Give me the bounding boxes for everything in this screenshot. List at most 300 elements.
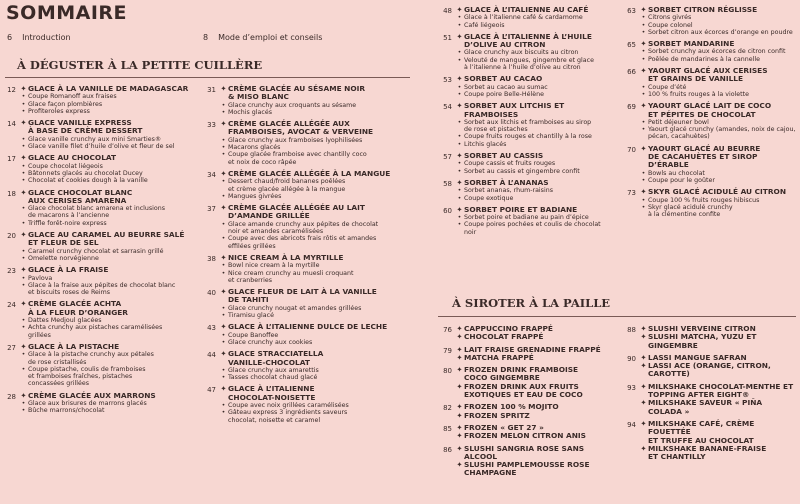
toc-entry[interactable] (438, 206, 610, 236)
entry-text: Bûche marrons/chocolat (28, 407, 105, 415)
toc-entry[interactable] (2, 392, 200, 415)
toc-entry[interactable] (202, 204, 412, 250)
toc-entry[interactable] (438, 102, 610, 148)
recipe-variant (639, 14, 798, 21)
entry-text: Tiramisu glacé (228, 312, 274, 320)
toc-column-5 (438, 325, 618, 482)
dot-bullet-icon: • (457, 160, 462, 168)
entry-text: Bowls au chocolat (648, 169, 705, 177)
entry-text: Glace façon plombières (28, 100, 103, 108)
entry-text: 100 % fruits rouges à la violette (648, 90, 749, 98)
entry-text: ET TRUFFE AU CHOCOLAT (648, 435, 754, 445)
star-bullet-icon: ✦ (456, 151, 463, 161)
recipe-title (455, 102, 610, 119)
entry-text: AUX CERISES AMARENA (28, 195, 127, 205)
entry-text: Glace à l’italienne café & cardamome (464, 14, 583, 22)
toc-entry[interactable] (2, 231, 200, 262)
toc-entry[interactable] (622, 102, 798, 140)
entry-text: Glace vanille crunchy aux mini Smarties® (28, 135, 162, 143)
entry-text: et cranberries (228, 276, 273, 284)
page-number: 66 (627, 68, 636, 77)
page-number: 53 (443, 76, 452, 85)
entry-text: Coupe pistache, coulis de framboises (28, 365, 146, 373)
recipe-variant (219, 332, 412, 339)
toc-entry[interactable] (438, 325, 618, 342)
entry-text: Coupe d’été (648, 83, 687, 91)
recipe-title (219, 359, 412, 367)
dot-bullet-icon: • (221, 136, 226, 144)
recipe-title (19, 239, 200, 247)
dot-bullet-icon: • (221, 235, 226, 243)
toc-entry[interactable] (622, 67, 798, 98)
entry-text: LASSI ACE (ORANGE, CITRON, (648, 361, 771, 371)
entry-text: GLACE CHOCOLAT BLANC (28, 187, 133, 197)
page-number: 48 (443, 7, 452, 15)
entry-text: Mangues givrées (228, 192, 282, 200)
entry-text: FROZEN 100 % MOJITO (464, 402, 559, 412)
toc-entry[interactable] (622, 354, 798, 379)
recipe-variant (639, 56, 798, 63)
entry-body (219, 120, 412, 166)
page-number: 18 (7, 189, 16, 198)
entry-text: Coupe chocolat liégeois (28, 162, 103, 170)
toc-entry[interactable] (622, 40, 798, 63)
dot-bullet-icon: • (21, 407, 26, 415)
entry-text: SORBET POIRE ET BADIANE (464, 204, 578, 214)
dot-bullet-icon: • (221, 374, 226, 382)
page-number: 37 (207, 205, 216, 214)
entry-body (19, 85, 200, 115)
entry-text: ET GRAINS DE VANILLE (648, 74, 744, 84)
toc-entry[interactable] (202, 170, 412, 200)
entry-text: MATCHA FRAPPÉ (464, 352, 534, 362)
toc-entry[interactable] (438, 445, 618, 478)
star-bullet-icon (639, 453, 648, 461)
entry-text: GLACE STRACCIATELLA (228, 349, 324, 359)
dot-bullet-icon: • (641, 55, 646, 63)
toc-entry[interactable] (622, 420, 798, 461)
recipe-variant (455, 221, 610, 236)
entry-text: Sorbet poire et badiane au pain d’épice (464, 214, 589, 222)
entry-body (455, 75, 610, 98)
entry-text: GLACE À L’ITALIENNE À L’HUILE (464, 31, 592, 41)
dot-bullet-icon: • (457, 167, 462, 175)
recipe-title (219, 323, 412, 331)
recipe-variant (19, 101, 200, 108)
entry-text: Bâtonnets glacés au chocolat Ducey (28, 169, 143, 177)
star-bullet-icon: ✦ (640, 187, 647, 197)
entry-text: MILKSHAKE SAVEUR « PIÑA COLADA » (648, 398, 763, 416)
entry-body (19, 343, 200, 388)
entry-body (455, 152, 610, 175)
page-number: 38 (207, 254, 216, 263)
toc-entry[interactable] (202, 254, 412, 284)
entry-text: Coupe avec noix grillées caramélisées (228, 401, 349, 409)
dot-bullet-icon: • (221, 312, 226, 320)
page-number: 40 (207, 289, 216, 298)
dot-bullet-icon: • (641, 169, 646, 177)
dot-bullet-icon: • (641, 203, 646, 211)
recipe-variant (639, 48, 798, 55)
intro-item[interactable] (7, 33, 71, 42)
intro-label: Mode d’emploi et conseils (218, 33, 323, 42)
entry-text: D’OLIVE AU CITRON (464, 40, 546, 50)
page-number: 33 (207, 121, 216, 130)
entry-text: Glace amande crunchy aux pépites de chocolat (228, 220, 379, 228)
entry-text: SLUSHI PAMPLEMOUSSE ROSE (464, 460, 590, 470)
recipe-variant (455, 84, 610, 91)
entry-text: FRAMBOISES, AVOCAT & VERVEINE (228, 127, 374, 137)
star-bullet-icon: ✦ (640, 143, 647, 153)
recipe-variant (639, 197, 798, 204)
entry-text: Macarons glacés (228, 144, 281, 152)
dot-bullet-icon: • (641, 83, 646, 91)
recipe-variant (455, 141, 610, 148)
page-number: 80 (443, 367, 452, 376)
toc-entry[interactable] (2, 189, 200, 227)
entry-body (455, 6, 610, 29)
recipe-title (19, 197, 200, 205)
page-number: 23 (7, 267, 16, 276)
recipe-variant (19, 163, 200, 170)
entry-text: TOPPING AFTER EIGHT® (648, 390, 750, 400)
dot-bullet-icon: • (221, 366, 226, 374)
recipe-variant (19, 93, 200, 100)
dot-bullet-icon: • (457, 56, 462, 64)
intro-item[interactable] (203, 33, 322, 42)
dot-bullet-icon: • (21, 143, 26, 151)
entry-body (639, 188, 798, 218)
star-bullet-icon: ✦ (220, 84, 227, 93)
entry-text: GLACE À LA PISTACHE (28, 341, 120, 351)
entry-text: et noix de coco râpée (228, 158, 297, 166)
entry-text: SORBET AU CASSIS (464, 151, 544, 161)
dot-bullet-icon (455, 64, 464, 71)
toc-entry[interactable] (438, 424, 618, 441)
entry-text: EXOTIQUES ET EAU DE COCO (464, 390, 583, 400)
toc-entry[interactable] (2, 85, 200, 115)
star-bullet-icon (19, 239, 28, 247)
recipe-title (455, 206, 610, 214)
toc-entry[interactable] (622, 188, 798, 218)
entry-text: CRÈME GLACÉE ACHTA (28, 299, 122, 309)
entry-text: SLUSHI VERVEINE CITRON (648, 324, 756, 333)
recipe-variant (639, 91, 798, 98)
recipe-variant (455, 64, 610, 71)
entry-text: Nice cream crunchy au muesli croquant (228, 269, 354, 277)
star-bullet-icon: ✦ (640, 5, 647, 14)
dot-bullet-icon: • (21, 351, 26, 359)
intro-page-number: 8 (203, 33, 209, 42)
entry-text: SORBET CITRON RÉGLISSE (648, 5, 758, 14)
toc-entry[interactable] (622, 383, 798, 416)
recipe-title (639, 453, 798, 461)
dot-bullet-icon: • (457, 14, 462, 22)
recipe-title (455, 469, 618, 477)
dot-bullet-icon: • (221, 269, 226, 277)
page-number: 20 (7, 232, 16, 241)
page-number: 28 (7, 392, 16, 401)
star-bullet-icon (639, 153, 648, 170)
recipe-title (639, 75, 798, 83)
toc-entry[interactable] (2, 343, 200, 388)
star-bullet-icon: ✦ (456, 74, 463, 84)
recipe-variant (19, 289, 200, 296)
entry-text: FROZEN SPRITZ (464, 410, 530, 420)
star-bullet-icon: ✦ (20, 265, 27, 275)
recipe-variant (19, 351, 200, 358)
toc-entry[interactable] (438, 346, 618, 363)
entry-body (639, 6, 798, 36)
star-bullet-icon: ✦ (456, 101, 463, 111)
entry-text: ET FLEUR DE SEL (28, 238, 99, 248)
page-number: 65 (627, 41, 636, 50)
recipe-variant (19, 108, 200, 115)
entry-text: Coupe avec des abricots frais rôtis et amandes (228, 235, 377, 243)
page-number: 88 (627, 326, 636, 334)
star-bullet-icon: ✦ (456, 204, 463, 214)
recipe-variant (455, 91, 610, 98)
recipe-title (19, 154, 200, 162)
page-number: 60 (443, 206, 452, 215)
entry-text: D’AMANDE GRILLÉE (228, 211, 310, 221)
entry-text: Petit déjeuner bowl (648, 118, 709, 126)
dot-bullet-icon: • (21, 205, 26, 213)
recipe-variant (19, 275, 200, 282)
star-bullet-icon: ✦ (220, 349, 227, 359)
dot-bullet-icon: • (641, 14, 646, 22)
star-bullet-icon: ✦ (640, 361, 647, 371)
dot-bullet-icon (219, 159, 228, 166)
recipe-title (455, 152, 610, 160)
star-bullet-icon: ✦ (456, 443, 463, 453)
page-number: 76 (443, 326, 452, 334)
recipe-variant (455, 168, 610, 175)
recipe-title (19, 343, 200, 351)
toc-entry[interactable] (2, 119, 200, 150)
star-bullet-icon (19, 309, 28, 317)
recipe-variant (219, 417, 412, 424)
toc-entry[interactable] (202, 85, 412, 116)
star-bullet-icon (639, 111, 648, 119)
entry-text: À BASE DE CRÈME DESSERT (28, 126, 143, 136)
section-heading-cuillere: À DÉGUSTER À LA PETITE CUILLÈRE (17, 58, 263, 72)
recipe-title (455, 75, 610, 83)
page-number: 34 (207, 170, 216, 179)
dot-bullet-icon: • (21, 162, 26, 170)
star-bullet-icon: ✦ (456, 5, 463, 14)
dot-bullet-icon: • (641, 28, 646, 36)
dot-bullet-icon: • (221, 409, 226, 417)
entry-text: MILKSHAKE BANANE-FRAISE (648, 443, 767, 453)
star-bullet-icon: ✦ (456, 352, 463, 362)
star-bullet-icon: ✦ (20, 341, 27, 351)
toc-column-2 (202, 85, 412, 428)
intro-label: Introduction (22, 33, 71, 42)
entry-body (219, 85, 412, 116)
recipe-variant (455, 57, 610, 64)
star-bullet-icon: ✦ (220, 252, 227, 262)
dot-bullet-icon: • (21, 247, 26, 255)
entry-text: GLACE À L’ITALIENNE DULCE DE LECHE (228, 322, 388, 332)
recipe-variant (219, 270, 412, 277)
recipe-title (455, 412, 618, 420)
entry-body (455, 102, 610, 148)
entry-text: VANILLE-CHOCOLAT (228, 357, 310, 367)
toc-entry[interactable] (438, 6, 610, 29)
page-number: 58 (443, 179, 452, 188)
recipe-title (455, 445, 618, 462)
recipe-title (19, 392, 200, 400)
toc-entry[interactable] (438, 75, 610, 98)
star-bullet-icon: ✦ (20, 84, 27, 93)
dot-bullet-icon: • (221, 331, 226, 339)
entry-text: Profiteroles express (28, 107, 90, 115)
toc-entry[interactable] (438, 152, 610, 175)
dot-bullet-icon: • (21, 219, 26, 227)
entry-body (639, 40, 798, 63)
recipe-title (639, 188, 798, 196)
entry-text: et framboises fraîches, pistaches (28, 373, 133, 381)
entry-text: FROZEN MELON CITRON ANIS (464, 431, 587, 441)
page-number: 31 (207, 86, 216, 94)
entry-body (455, 424, 618, 441)
toc-entry[interactable] (202, 120, 412, 166)
toc-entry[interactable] (622, 6, 798, 36)
star-bullet-icon: ✦ (640, 39, 647, 49)
recipe-title (19, 309, 200, 317)
dot-bullet-icon (219, 228, 228, 235)
star-bullet-icon: ✦ (456, 422, 463, 432)
dot-bullet-icon (219, 186, 228, 193)
toc-entry[interactable] (438, 33, 610, 71)
entry-text: Caramel crunchy chocolat et sarrasin grillé (28, 247, 164, 255)
star-bullet-icon: ✦ (640, 66, 647, 76)
entry-text: Velouté de mangues, gingembre et glace (464, 56, 594, 64)
page-title: SOMMAIRE (6, 2, 128, 24)
recipe-title (639, 399, 798, 416)
page-number: 57 (443, 153, 452, 162)
page-number: 79 (443, 346, 452, 355)
entry-text: Coupe glacée framboise avec chantilly coco (228, 151, 367, 159)
entry-body (455, 325, 618, 342)
recipe-title (455, 354, 618, 362)
entry-text: Triffle forêt-noire express (28, 219, 107, 227)
toc-entry[interactable] (438, 366, 618, 399)
recipe-title (455, 391, 618, 399)
dot-bullet-icon: • (641, 176, 646, 184)
entry-body (19, 266, 200, 296)
page-number: 63 (627, 7, 636, 15)
page-number: 94 (627, 420, 636, 429)
entry-text: de macarons à l’ancienne (28, 212, 110, 220)
recipe-variant (455, 14, 610, 21)
star-bullet-icon: ✦ (456, 431, 463, 441)
recipe-variant (219, 137, 412, 144)
entry-text: à la clémentine confite (648, 211, 721, 219)
entry-body (455, 33, 610, 71)
star-bullet-icon: ✦ (640, 332, 647, 342)
dot-bullet-icon: • (221, 262, 226, 270)
toc-entry[interactable] (622, 325, 798, 350)
entry-body (639, 102, 798, 140)
toc-entry[interactable] (2, 300, 200, 338)
entry-text: Glace crunchy nougat et amandes grillées (228, 304, 362, 312)
star-bullet-icon: ✦ (456, 324, 463, 333)
toc-entry[interactable] (2, 266, 200, 296)
star-bullet-icon: ✦ (220, 322, 227, 332)
star-bullet-icon: ✦ (456, 344, 463, 354)
dot-bullet-icon: • (21, 365, 26, 373)
entry-body (455, 206, 610, 236)
toc-entry[interactable] (202, 385, 412, 423)
entry-text: FROZEN DRINK FRAMBOISE (464, 365, 579, 375)
entry-text: COCO GINGEMBRE (464, 373, 540, 383)
dot-bullet-icon: • (21, 169, 26, 177)
page-number: 12 (7, 86, 16, 94)
dot-bullet-icon: • (221, 178, 226, 186)
entry-text: Glace crunchy aux biscuits au citron (464, 49, 579, 57)
entry-text: concassées grillées (28, 380, 90, 388)
toc-entry[interactable] (202, 288, 412, 319)
star-bullet-icon (219, 128, 228, 136)
recipe-variant (19, 220, 200, 227)
toc-entry[interactable] (622, 145, 798, 184)
dot-bullet-icon: • (21, 317, 26, 325)
recipe-title (639, 111, 798, 119)
entry-text: Coupe pour le goûter (648, 176, 715, 184)
page-number: 44 (207, 351, 216, 360)
entry-body (19, 392, 200, 415)
dot-bullet-icon (219, 417, 228, 424)
toc-entry[interactable] (438, 179, 610, 202)
star-bullet-icon: ✦ (220, 384, 227, 394)
toc-entry[interactable] (2, 154, 200, 184)
entry-body (19, 119, 200, 150)
star-bullet-icon: ✦ (640, 352, 647, 362)
recipe-title (455, 333, 618, 341)
entry-text: effilées grillées (228, 242, 276, 250)
entry-text: de rose cristallisés (28, 358, 87, 366)
dot-bullet-icon (19, 380, 28, 387)
entry-text: FROZEN « GET 27 » (464, 422, 544, 432)
dot-bullet-icon (19, 289, 28, 296)
toc-column-3 (438, 6, 610, 240)
entry-text: Coupe 100 % fruits rouges hibiscus (648, 196, 760, 204)
page-number: 51 (443, 33, 452, 42)
recipe-variant (639, 29, 798, 36)
dot-bullet-icon: • (21, 135, 26, 143)
entry-text: Café liégeois (464, 21, 505, 29)
toc-entry[interactable] (202, 323, 412, 346)
recipe-variant (639, 22, 798, 29)
entry-text: Glace à la fraise aux pépites de chocolat blanc (28, 281, 176, 289)
entry-body (219, 323, 412, 346)
toc-entry[interactable] (438, 403, 618, 420)
star-bullet-icon: ✦ (456, 460, 463, 470)
entry-text: CRÈME GLACÉE ALLÉGÉE À LA MANGUE (228, 168, 391, 178)
dot-bullet-icon: • (21, 93, 26, 101)
recipe-title (219, 296, 412, 304)
entry-text: Sorbet ananas, rhum-raisins (464, 187, 553, 195)
page-number: 43 (207, 324, 216, 333)
toc-entry[interactable] (202, 350, 412, 381)
recipe-title (455, 179, 610, 187)
dot-bullet-icon: • (457, 140, 462, 148)
recipe-variant (19, 177, 200, 184)
star-bullet-icon: ✦ (20, 153, 27, 163)
recipe-variant (219, 109, 412, 116)
